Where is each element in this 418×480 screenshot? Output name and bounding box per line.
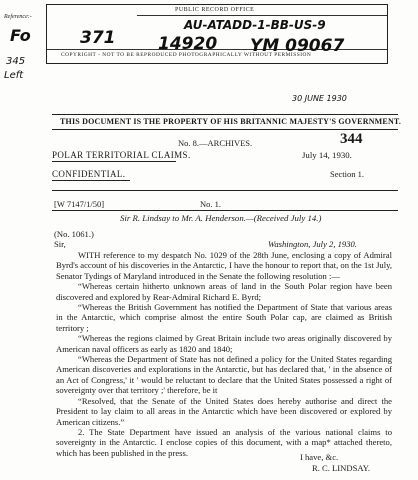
file-reference: [W 7147/1/50]	[54, 199, 105, 209]
handwritten-code: YM 09067	[250, 36, 345, 56]
document-date: July 14, 1930.	[302, 150, 352, 160]
page-number: 344	[340, 131, 363, 147]
paragraph-5: “Whereas the Department of State has not defined a policy for the United States regarding American discoveries and explorations in the Antarctic, but has declared that, ' in the absence of an Act of Congress,' it ' would be reluctant to declare that the United States possessed a right of sovereignty over that territory ;' therefore, be it	[56, 354, 392, 396]
letter-number: (No. 1061.)	[54, 229, 94, 239]
classification: CONFIDENTIAL.	[52, 169, 126, 179]
handwritten-14920: 14920	[158, 34, 218, 54]
place-date: Washington, July 2, 1930.	[268, 239, 357, 249]
salutation: Sir,	[54, 239, 66, 249]
handwritten-date: 30 JUNE 1930	[292, 94, 347, 103]
record-office-label: PUBLIC RECORD OFFICE	[175, 7, 255, 13]
margin-note-345: 345	[6, 56, 26, 67]
paragraph-3: “Whereas the British Government has notified the Department of State that various areas in the Antarctic, which comprise almost the entire South Polar cap, are claimed as British territory ;	[56, 302, 392, 333]
paragraph-7: 2. The State Department have issued an analysis of the various national claims to sovereignty in the Antarctic. I enclose copies of this document, with a map* attached thereto, which has been published in the press.	[56, 426, 392, 458]
letter-body	[56, 250, 392, 458]
archives-label: No. 8.—ARCHIVES.	[178, 138, 253, 148]
signature: R. C. LINDSAY.	[312, 463, 371, 473]
document-title: POLAR TERRITORIAL CLAIMS.	[52, 150, 191, 160]
handwritten-371: 371	[80, 28, 116, 48]
property-notice: THIS DOCUMENT IS THE PROPERTY OF HIS BRITANNIC MAJESTY'S GOVERNMENT.	[60, 117, 402, 126]
paragraph-2: “Whereas certain hitherto unknown areas of land in the South Polar region have been discovered and explored by Rear-Admiral Richard E. Byrd;	[56, 281, 392, 302]
section-label: Section 1.	[330, 169, 364, 179]
handwritten-reference: AU-ATADD-1-BB-US-9	[184, 18, 326, 32]
letter-heading: Sir R. Lindsay to Mr. A. Henderson.—(Received July 14.)	[120, 213, 322, 223]
reference-label: Reference:-	[4, 14, 32, 20]
copyright-notice: COPYRIGHT - NOT TO BE REPRODUCED PHOTOGRAPHICALLY WITHOUT PERMISSION	[61, 52, 312, 58]
document-number: No. 1.	[200, 199, 222, 209]
margin-note-left: Left	[4, 70, 24, 81]
paragraph-1: WITH reference to my despatch No. 1029 of the 28th June, enclosing a copy of Admiral Byrd's account of his discoveries in the Antarctic, I have the honour to report that, on the 1st July, Senator Tydings of Maryland introduced in the Senate the following resolution :—	[56, 250, 392, 281]
paragraph-6: “Resolved, that the Senate of the United States does hereby authorise and direct the President to lay claim to all areas in the Antarctic which have been discovered or explored by American citizens.”	[56, 395, 392, 427]
handwritten-fo: Fo	[10, 26, 31, 45]
paragraph-4: “Whereas the regions claimed by Great Britain include two areas originally discovered by American naval officers as early as 1820 and 1840;	[56, 333, 392, 354]
closing: I have, &c.	[300, 452, 339, 462]
